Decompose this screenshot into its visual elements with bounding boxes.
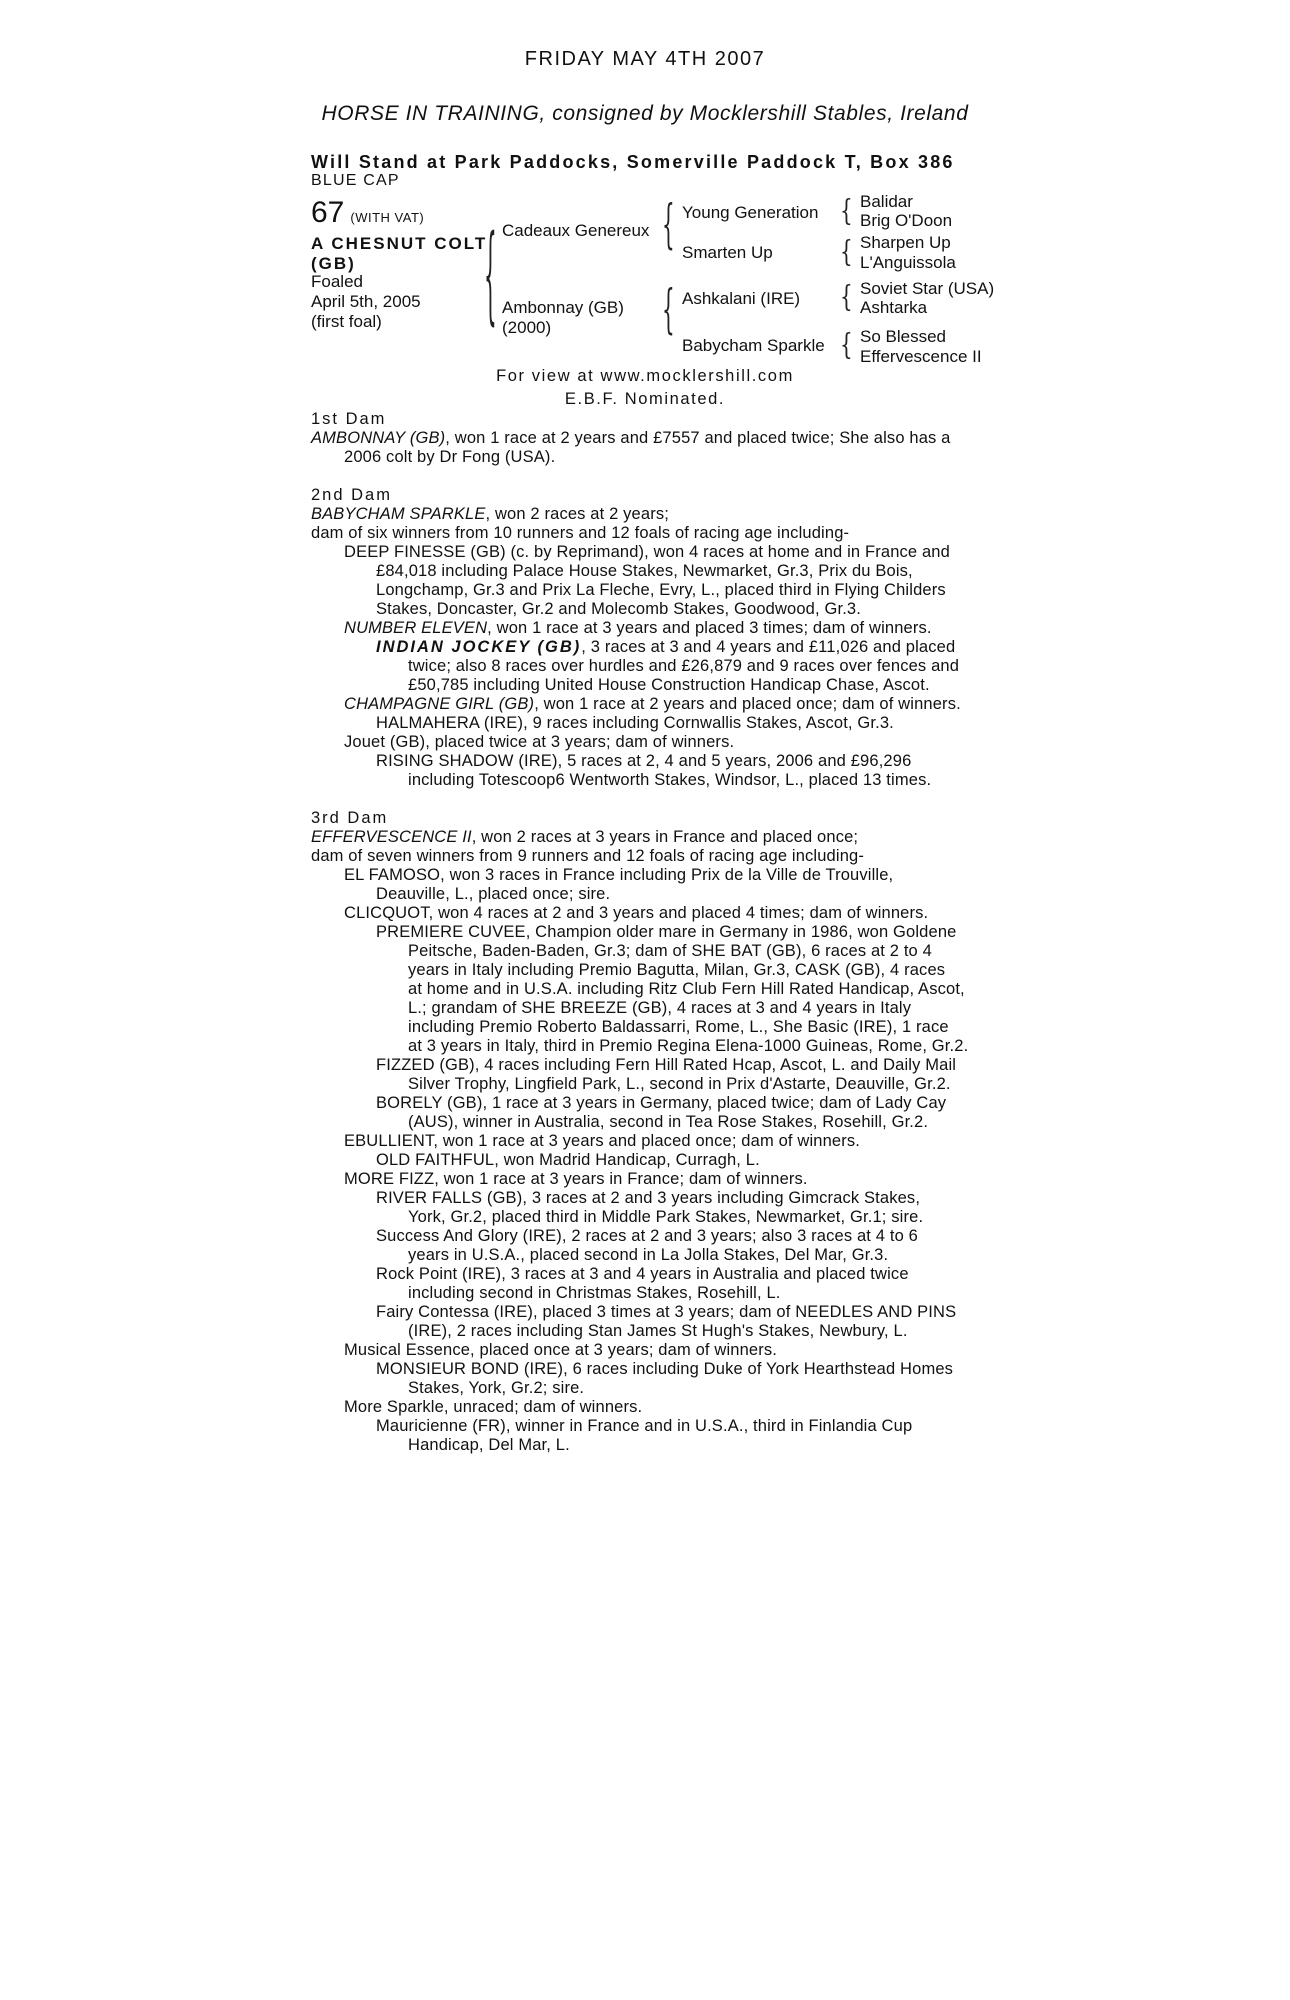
second-dam-dam-of: dam of six winners from 10 runners and 12 foals of racing age including- [311, 524, 850, 542]
third-dam-line-7: at home and in U.S.A. including Ritz Club Fern Hill Rated Handicap, Ascot, [408, 980, 965, 998]
pedigree-brace-dd: { [840, 327, 853, 362]
horse-desc-line2: (GB) [311, 254, 356, 273]
sd-line-2: £84,018 including Palace House Stakes, Newmarket, Gr.3, Prix du Bois, [376, 562, 913, 580]
pedigree-dds: So Blessed [860, 327, 946, 346]
third-dam-line [311, 828, 991, 847]
horse-description [311, 234, 487, 274]
third-dam-line-27: MONSIEUR BOND (IRE), 6 races including Duke of York Hearthstead Homes [376, 1360, 954, 1378]
stand-location: Will Stand at Park Paddocks, Somerville Paddock T, Box 386 [311, 152, 955, 172]
pedigree-sire: Cadeaux Genereux [502, 221, 650, 240]
third-dam-line-28: Stakes, York, Gr.2; sire. [408, 1379, 585, 1397]
sd-line-10: HALMAHERA (IRE), 9 races including Cornwallis Stakes, Ascot, Gr.3. [376, 714, 894, 732]
foaled-info [311, 272, 421, 332]
pedigree-dam-sire: Ashkalani (IRE) [682, 289, 801, 308]
pedigree-sire-dam: Smarten Up [682, 243, 773, 262]
third-dam-line-14: (AUS), winner in Australia, second in Tea Rose Stakes, Rosehill, Gr.2. [408, 1113, 929, 1131]
third-dam-line-22: Rock Point (IRE), 3 races at 3 and 4 years in Australia and placed twice [376, 1265, 909, 1283]
third-dam-line-29: More Sparkle, unraced; dam of winners. [344, 1398, 643, 1416]
sd-line-6 [311, 638, 991, 657]
third-dam-name: EFFERVESCENCE II [311, 828, 472, 846]
pedigree-dam-dam: Babycham Sparkle [682, 336, 825, 355]
pedigree-brace-ds: { [840, 279, 853, 314]
sd-line-5-text: , won 1 race at 3 years and placed 3 times; dam of winners. [487, 619, 932, 637]
pedigree-brace-ss: { [840, 193, 853, 228]
pedigree-sds: Sharpen Up [860, 233, 951, 252]
lot-number [311, 196, 424, 230]
third-dam-line-25: (IRE), 2 races including Stan James St Hugh's Stakes, Newbury, L. [408, 1322, 908, 1340]
foaled-date: April 5th, 2005 [311, 292, 421, 311]
third-dam-heading: 3rd Dam [311, 809, 389, 827]
sd-line-7: twice; also 8 races over hurdles and £26,879 and 9 races over fences and [408, 657, 960, 675]
sd-line-11: Jouet (GB), placed twice at 3 years; dam of winners. [344, 733, 735, 751]
pedigree-sss: Balidar [860, 192, 913, 211]
sd-line-4: Stakes, Doncaster, Gr.2 and Molecomb Stakes, Goodwood, Gr.3. [376, 600, 861, 618]
third-dam-line-30: Mauricienne (FR), winner in France and in U.S.A., third in Finlandia Cup [376, 1417, 913, 1435]
third-dam-line-17: MORE FIZZ, won 1 race at 3 years in France; dam of winners. [344, 1170, 808, 1188]
pedigree-ssd: Brig O'Doon [860, 211, 953, 230]
third-dam-line-4: PREMIERE CUVEE, Champion older mare in Germany in 1986, won Goldene [376, 923, 957, 941]
first-foal-note: (first foal) [311, 312, 382, 331]
first-dam-text2: 2006 colt by Dr Fong (USA). [344, 448, 556, 466]
third-dam-line-11: FIZZED (GB), 4 races including Fern Hill Rated Hcap, Ascot, L. and Daily Mail [376, 1056, 957, 1074]
sd-line-3: Longchamp, Gr.3 and Prix La Fleche, Evry, L., placed third in Flying Childers [376, 581, 946, 599]
first-dam-name: AMBONNAY (GB) [311, 429, 446, 447]
pedigree-brace-sd: { [840, 234, 853, 269]
pedigree-sdd: L'Anguissola [860, 253, 956, 272]
sd-line-12: RISING SHADOW (IRE), 5 races at 2, 4 and 5 years, 2006 and £96,296 [376, 752, 912, 770]
pedigree-brace-dam: { [662, 277, 675, 341]
first-dam-line [311, 429, 991, 448]
sd-number-eleven: NUMBER ELEVEN [344, 619, 488, 637]
third-dam-line-19: York, Gr.2, placed third in Middle Park Stakes, Newmarket, Gr.1; sire. [408, 1208, 924, 1226]
third-dam-line-6: years in Italy including Premio Bagutta, Milan, Gr.3, CASK (GB), 4 races [408, 961, 946, 979]
pedigree-dss: Soviet Star (USA) [860, 279, 995, 298]
horse-desc-line1: A CHESNUT COLT [311, 234, 488, 253]
sd-line-5 [311, 619, 991, 638]
third-dam-line-2: Deauville, L., placed once; sire. [376, 885, 611, 903]
third-dam-line-10: at 3 years in Italy, third in Premio Regina Elena-1000 Guineas, Rome, Gr.2. [408, 1037, 969, 1055]
foaled-label: Foaled [311, 272, 363, 291]
second-dam-text: , won 2 races at 2 years; [485, 505, 669, 523]
third-dam-line-31: Handicap, Del Mar, L. [408, 1436, 570, 1454]
third-dam-line-26: Musical Essence, placed once at 3 years; dam of winners. [344, 1341, 778, 1359]
pedigree-dam: Ambonnay (GB) [502, 298, 624, 317]
second-dam-name: BABYCHAM SPARKLE [311, 505, 486, 523]
pedigree-sire-sire: Young Generation [682, 203, 819, 222]
third-dam-line-8: L.; grandam of SHE BREEZE (GB), 4 races at 3 and 4 years in Italy [408, 999, 912, 1017]
sd-line-9 [311, 695, 991, 714]
sd-line-1: DEEP FINESSE (GB) (c. by Reprimand), won 4 races at home and in France and [344, 543, 950, 561]
pedigree-dam-year: (2000) [502, 318, 552, 337]
third-dam-line-20: Success And Glory (IRE), 2 races at 2 and 3 years; also 3 races at 4 to 6 [376, 1227, 918, 1245]
first-dam-heading: 1st Dam [311, 410, 387, 428]
lot-number-value: 67 [311, 196, 345, 229]
third-dam-line-12: Silver Trophy, Lingfield Park, L., second in Prix d'Astarte, Deauville, Gr.2. [408, 1075, 951, 1093]
third-dam-line-23: including second in Christmas Stakes, Rosehill, L. [408, 1284, 781, 1302]
sd-champagne-girl: CHAMPAGNE GIRL (GB) [344, 695, 535, 713]
family-text [311, 410, 991, 1455]
third-dam-text: , won 2 races at 3 years in France and placed once; [471, 828, 859, 846]
consignment-line: HORSE IN TRAINING, consigned by Mocklershill Stables, Ireland [321, 102, 969, 125]
pedigree-brace-sire: { [662, 192, 675, 256]
third-dam-dam-of: dam of seven winners from 9 runners and 12 foals of racing age including- [311, 847, 865, 865]
third-dam-line-9: including Premio Roberto Baldassarri, Rome, L., She Basic (IRE), 1 race [408, 1018, 949, 1036]
second-dam-heading: 2nd Dam [311, 486, 392, 504]
pedigree-brace-main: { [484, 209, 497, 337]
third-dam-line-16: OLD FAITHFUL, won Madrid Handicap, Curragh, L. [376, 1151, 760, 1169]
third-dam-line-24: Fairy Contessa (IRE), placed 3 times at 3 years; dam of NEEDLES AND PINS [376, 1303, 957, 1321]
sd-indian-jockey: INDIAN JOCKEY (GB) [376, 638, 582, 656]
sale-date: FRIDAY MAY 4TH 2007 [524, 48, 766, 70]
sd-line-9-text: , won 1 race at 2 years and placed once; dam of winners. [534, 695, 961, 713]
third-dam-line-15: EBULLIENT, won 1 race at 3 years and placed once; dam of winners. [344, 1132, 861, 1150]
sd-line-8: £50,785 including United House Construction Handicap Chase, Ascot. [408, 676, 930, 694]
sd-line-6-text: , 3 races at 3 and 4 years and £11,026 and placed [581, 638, 956, 656]
third-dam-line-21: years in U.S.A., placed second in La Jolla Stakes, Del Mar, Gr.3. [408, 1246, 889, 1264]
third-dam-line-1: EL FAMOSO, won 3 races in France including Prix de la Ville de Trouville, [344, 866, 894, 884]
cap-colour: BLUE CAP [311, 172, 400, 189]
ebf-nominated: E.B.F. Nominated. [564, 390, 726, 408]
second-dam-line [311, 505, 991, 524]
third-dam-line-3: CLICQUOT, won 4 races at 2 and 3 years and placed 4 times; dam of winners. [344, 904, 929, 922]
view-website: For view at www.mocklershill.com [496, 367, 794, 385]
third-dam-line-13: BORELY (GB), 1 race at 3 years in Germany, placed twice; dam of Lady Cay [376, 1094, 947, 1112]
pedigree-dsd: Ashtarka [860, 298, 928, 317]
third-dam-produce [311, 866, 991, 1455]
vat-note: (WITH VAT) [350, 210, 425, 225]
pedigree-ddd: Effervescence II [860, 347, 982, 366]
third-dam-line-5: Peitsche, Baden-Baden, Gr.3; dam of SHE BAT (GB), 6 races at 2 to 4 [408, 942, 932, 960]
sd-line-13: including Totescoop6 Wentworth Stakes, Windsor, L., placed 13 times. [408, 771, 932, 789]
first-dam-text: , won 1 race at 2 years and £7557 and placed twice; She also has a [445, 429, 951, 447]
third-dam-line-18: RIVER FALLS (GB), 3 races at 2 and 3 years including Gimcrack Stakes, [376, 1189, 921, 1207]
